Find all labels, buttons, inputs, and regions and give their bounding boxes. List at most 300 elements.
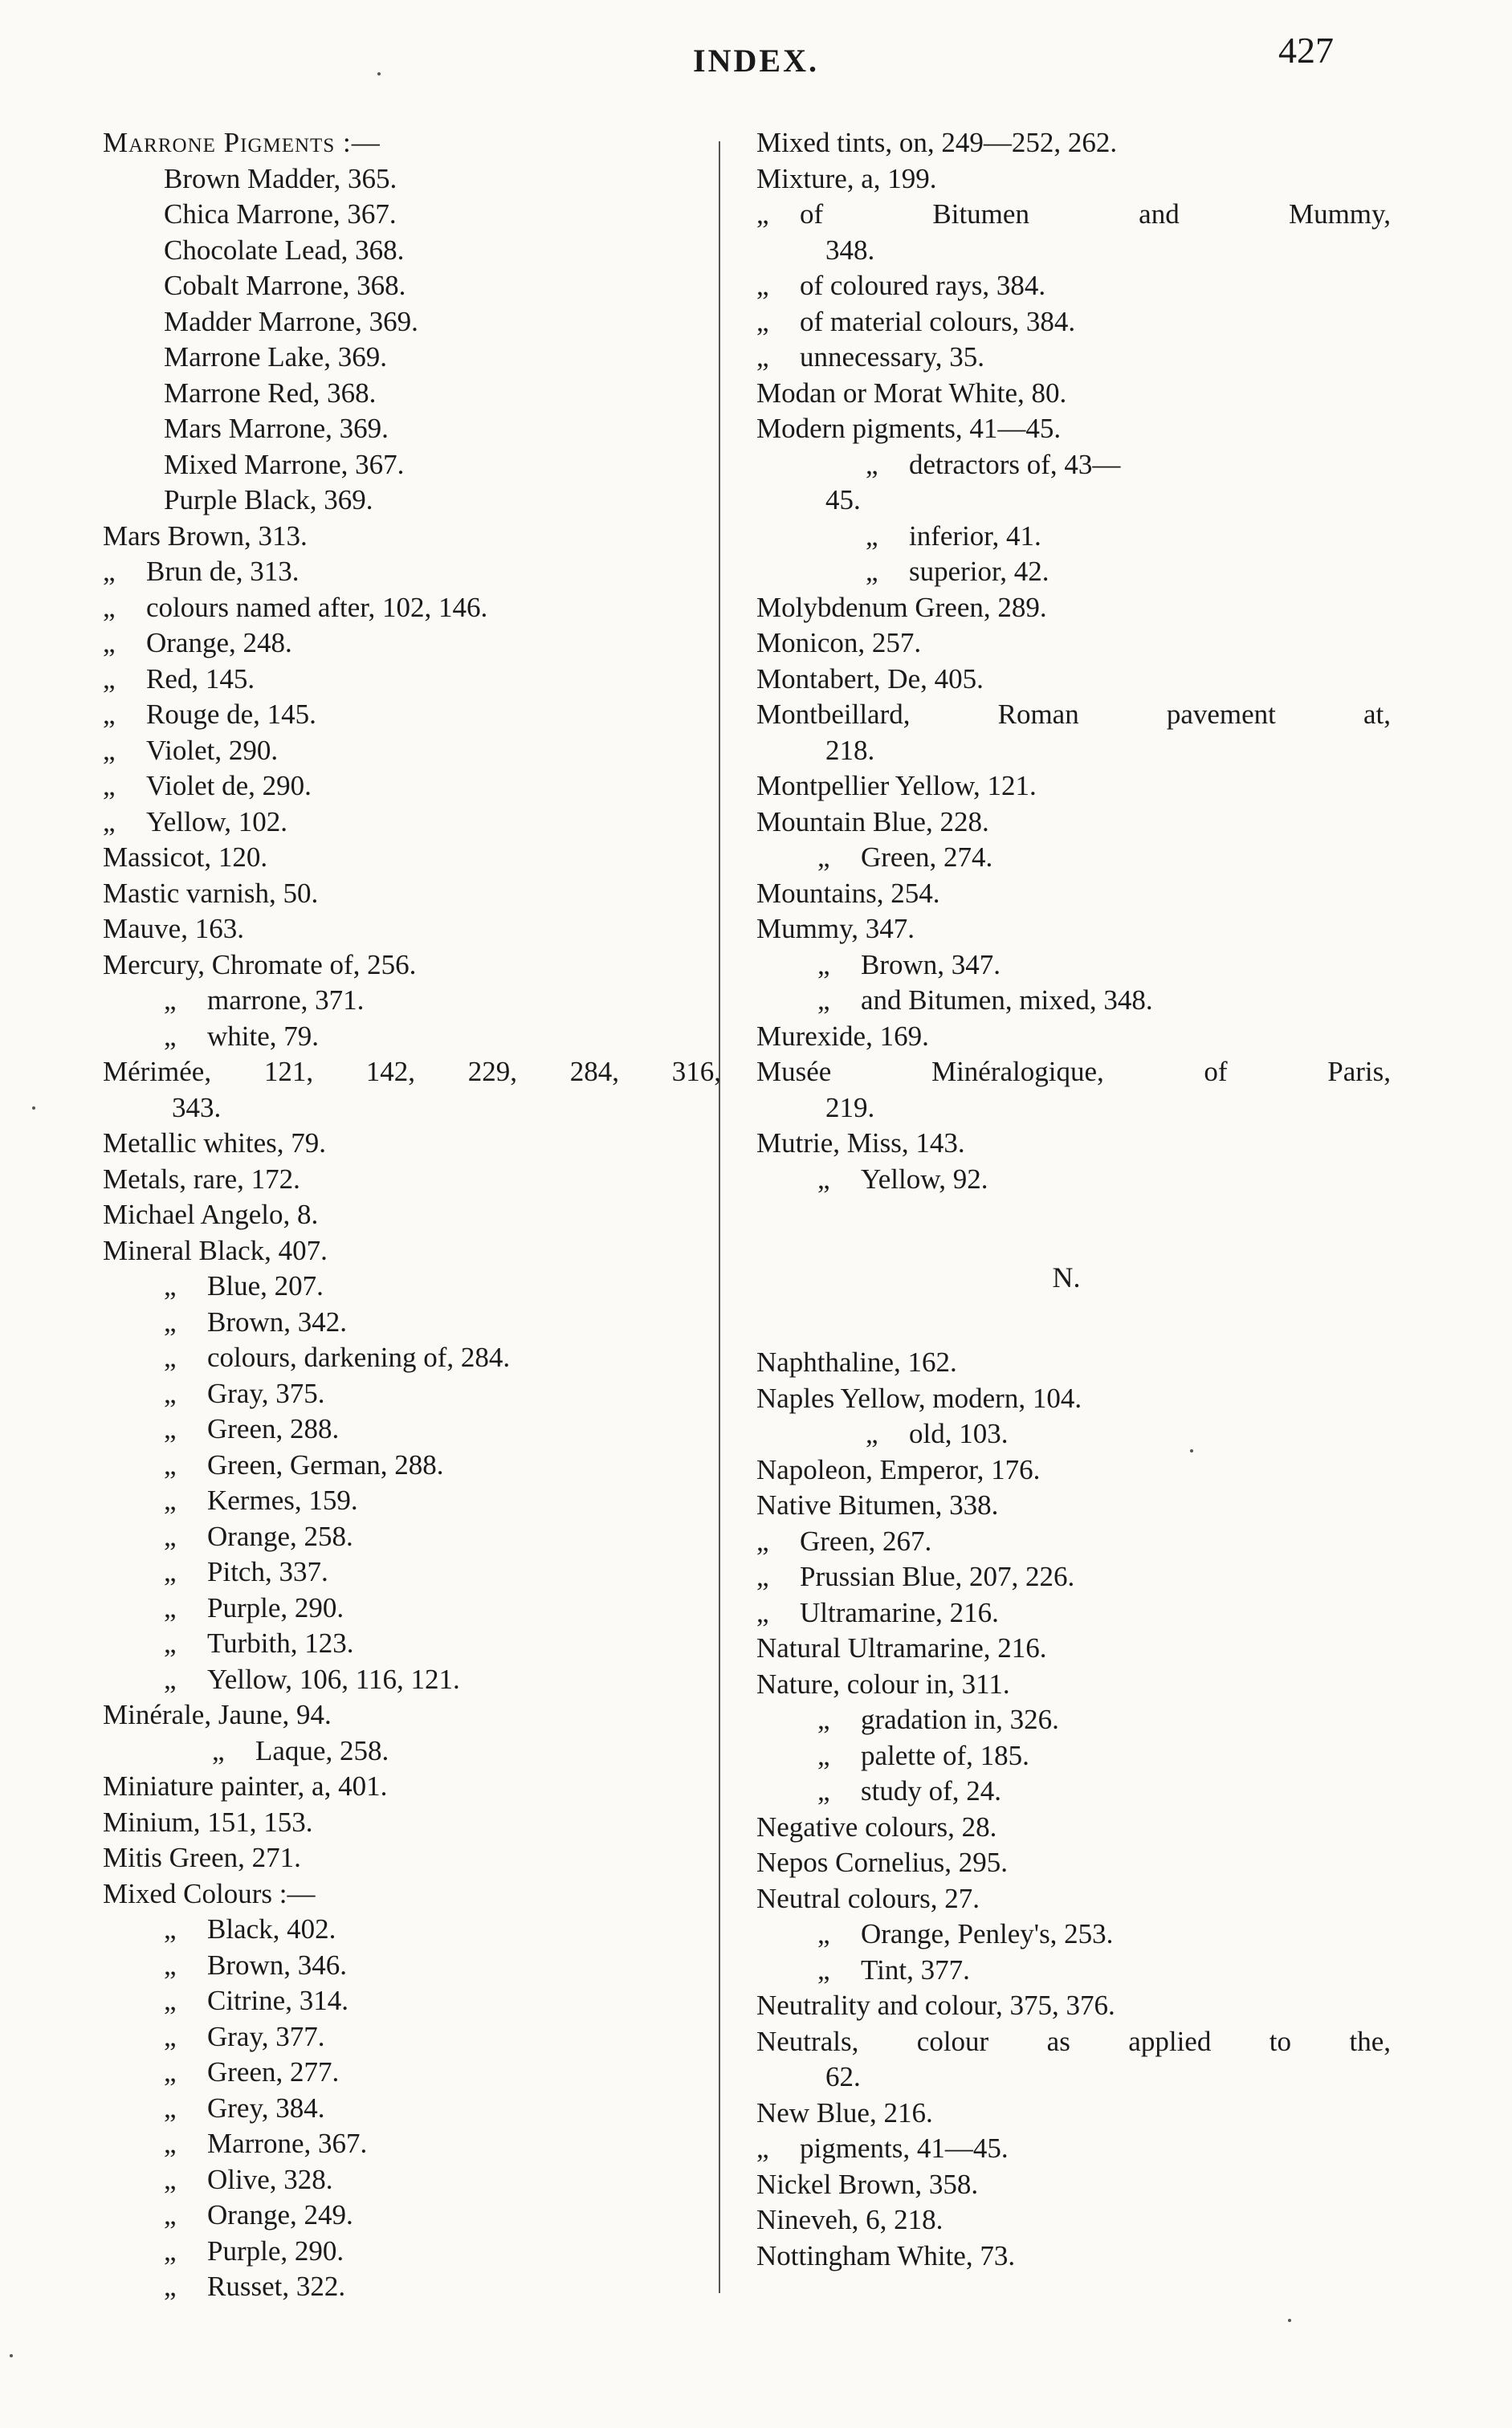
index-entry-text: Mixture, a, 199. — [756, 162, 937, 194]
index-entry-text: Napoleon, Emperor, 176. — [756, 1453, 1041, 1485]
index-entry — [92, 519, 718, 555]
index-entry-text: Nature, colour in, 311. — [756, 1668, 1010, 1700]
index-entry — [92, 2234, 718, 2270]
ditto-mark: „ — [103, 805, 116, 837]
index-entry-text: of material colours, 384. — [800, 305, 1076, 337]
index-entry-text: Neutrality and colour, 375, 376. — [756, 1990, 1115, 2021]
index-entry-text: Green, 277. — [207, 2056, 340, 2088]
index-entry — [745, 768, 1388, 805]
index-entry-text: Nickel Brown, 358. — [756, 2168, 979, 2200]
ditto-mark: „ — [817, 948, 830, 980]
index-entry-text: Kermes, 159. — [207, 1485, 358, 1516]
index-entry-text: Gray, 375. — [207, 1377, 325, 1409]
index-entry-text: Purple, 290. — [207, 1591, 344, 1623]
ditto-mark: „ — [164, 1485, 177, 1516]
index-entry-text: Naples Yellow, modern, 104. — [756, 1382, 1082, 1414]
ditto-mark: „ — [164, 1342, 177, 1373]
index-entry-text: Russet, 322. — [207, 2271, 346, 2302]
ditto-mark: „ — [164, 2056, 177, 2088]
index-entry — [92, 411, 718, 447]
index-entry — [92, 1054, 721, 1090]
index-entry-text: Green, 288. — [207, 1413, 340, 1444]
scan-speck — [377, 72, 381, 75]
index-entry-text: Naphthaline, 162. — [756, 1346, 957, 1378]
ditto-mark: „ — [756, 1525, 769, 1557]
index-entry-text: Yellow, 106, 116, 121. — [207, 1663, 460, 1695]
index-entry — [745, 625, 1388, 662]
index-entry-text: Chica Marrone, 367. — [164, 198, 397, 230]
ditto-mark: „ — [756, 2133, 769, 2164]
index-entry — [745, 447, 1388, 483]
index-entry — [92, 1948, 718, 1984]
index-entry — [745, 2024, 1391, 2060]
index-entry-text: Brown Madder, 365. — [164, 162, 397, 194]
index-entry-text: Pitch, 337. — [207, 1556, 328, 1587]
index-entry-text: Mauve, 163. — [103, 913, 244, 944]
index-entry-text: Green, 267. — [800, 1525, 932, 1557]
index-entry-text: Neutral colours, 27. — [756, 1882, 980, 1914]
index-entry — [92, 2269, 718, 2305]
index-entry-text: Molybdenum Green, 289. — [756, 591, 1047, 623]
index-entry — [92, 697, 718, 733]
index-entry — [92, 554, 718, 590]
index-entry — [92, 1662, 718, 1698]
ditto-mark: „ — [866, 556, 878, 587]
ditto-mark: „ — [164, 1377, 177, 1409]
index-entry — [745, 1774, 1388, 1810]
index-entry — [92, 1197, 718, 1233]
index-entry-text: 45. — [825, 484, 861, 515]
index-entry — [92, 625, 718, 662]
index-entry — [745, 125, 1388, 161]
index-entry — [745, 662, 1388, 698]
index-entry-text: Nineveh, 6, 218. — [756, 2204, 943, 2235]
ditto-mark: „ — [756, 1561, 769, 1592]
index-entry — [745, 2202, 1388, 2239]
index-entry — [92, 197, 718, 233]
index-entry — [745, 1416, 1388, 1452]
index-entry — [92, 483, 718, 519]
index-column-right — [745, 125, 1391, 2274]
index-entry-text: Miniature painter, a, 401. — [103, 1770, 388, 1802]
index-entry-text: Minérale, Jaune, 94. — [103, 1699, 332, 1730]
index-entry-text: Mutrie, Miss, 143. — [756, 1127, 965, 1159]
index-entry-text: Marrone Pigments :— — [103, 127, 381, 158]
index-entry — [92, 1805, 718, 1841]
index-entry-text: Mixed tints, on, 249—252, 262. — [756, 127, 1118, 158]
index-entry-text: superior, 42. — [909, 556, 1049, 587]
index-entry — [745, 1126, 1388, 1162]
index-entry-text: Orange, 258. — [207, 1520, 353, 1552]
index-entry — [92, 125, 718, 161]
index-entry — [92, 1840, 718, 1876]
index-entry-text: Chocolate Lead, 368. — [164, 234, 405, 266]
index-entry — [745, 840, 1388, 876]
ditto-mark: „ — [164, 1270, 177, 1302]
ditto-mark: „ — [164, 2020, 177, 2052]
index-entry — [92, 2126, 718, 2162]
ditto-mark: „ — [103, 662, 116, 695]
index-entry — [92, 340, 718, 376]
page-title: INDEX. — [693, 43, 819, 79]
index-entry — [745, 1381, 1388, 1417]
index-entry-text: Black, 402. — [207, 1913, 336, 1945]
scan-speck — [32, 1106, 35, 1110]
index-entry-text: Prussian Blue, 207, 226. — [800, 1561, 1075, 1592]
index-entry — [745, 2239, 1388, 2275]
index-entry-text: Natural Ultramarine, 216. — [756, 1632, 1047, 1664]
index-entry-text: inferior, 41. — [909, 519, 1041, 552]
index-column-left — [92, 125, 721, 2305]
index-entry — [745, 1345, 1388, 1381]
ditto-mark: „ — [756, 341, 769, 373]
index-entry-text: Mixed Colours :— — [103, 1877, 316, 1909]
index-entry — [92, 1340, 718, 1376]
index-entry-text: New Blue, 216. — [756, 2096, 933, 2129]
index-entry-text: Orange, 249. — [207, 2199, 353, 2230]
index-entry — [92, 1912, 718, 1948]
index-entry-text: Mars Marrone, 369. — [164, 413, 389, 444]
index-entry — [92, 1733, 718, 1770]
index-entry — [92, 947, 718, 984]
ditto-mark: „ — [103, 734, 116, 766]
index-entry-text: Marrone Red, 368. — [164, 377, 377, 409]
scan-speck — [10, 2354, 13, 2357]
index-entry — [92, 447, 718, 483]
index-entry — [745, 340, 1388, 376]
index-entry-text: Violet, 290. — [146, 734, 279, 766]
index-entry-text: Tint, 377. — [861, 1953, 970, 1986]
index-entry-text: Orange, Penley's, 253. — [861, 1918, 1114, 1949]
index-entry-text: 218. — [825, 734, 875, 766]
index-section-n — [745, 1345, 1391, 2274]
index-entry-text: and Bitumen, mixed, 348. — [861, 984, 1153, 1016]
index-entry — [92, 376, 718, 412]
index-entry-text: Mountain Blue, 228. — [756, 805, 989, 837]
index-entry — [745, 1702, 1388, 1738]
index-entry — [92, 1448, 718, 1484]
index-entry-text: Green, German, 288. — [207, 1448, 444, 1481]
index-entry — [92, 2198, 718, 2234]
index-entry-text: Massicot, 120. — [103, 841, 268, 873]
index-entry-text: Laque, 258. — [255, 1734, 389, 1766]
ditto-mark: „ — [164, 1306, 177, 1338]
ditto-mark: „ — [817, 984, 830, 1016]
index-entry — [745, 1810, 1388, 1846]
index-entry — [92, 2055, 718, 2091]
index-entry — [745, 1452, 1388, 1489]
ditto-mark: „ — [817, 1953, 830, 1986]
index-entry-text: Blue, 207. — [207, 1270, 324, 1302]
index-entry-text: Madder Marrone, 369. — [164, 305, 418, 337]
index-entry-continuation — [745, 2059, 1388, 2096]
index-entry — [92, 662, 718, 698]
ditto-mark: „ — [164, 2163, 177, 2195]
index-entry — [92, 590, 718, 626]
index-entry-text: Yellow, 92. — [861, 1163, 988, 1195]
index-entry-text: Michael Angelo, 8. — [103, 1199, 319, 1230]
index-entry — [745, 268, 1388, 304]
index-entry — [92, 2162, 718, 2198]
index-entry-text: Mastic varnish, 50. — [103, 877, 319, 909]
index-entry — [745, 1953, 1388, 1989]
index-entry — [92, 1626, 718, 1662]
index-entry-text: Mercury, Chromate of, 256. — [103, 948, 417, 980]
index-entry — [92, 876, 718, 912]
page-number: 427 — [1278, 30, 1334, 71]
index-entry-text: Violet de, 290. — [146, 770, 312, 801]
index-entry — [745, 911, 1388, 947]
index-entry — [92, 1483, 718, 1519]
index-entry — [745, 1917, 1388, 1953]
index-entry — [92, 911, 718, 947]
index-entry — [92, 161, 718, 198]
index-entry — [92, 1591, 718, 1627]
index-entry-text: Metals, rare, 172. — [103, 1163, 300, 1195]
index-entry-text: white, 79. — [207, 1020, 320, 1052]
index-entry-text: Montabert, De, 405. — [756, 662, 984, 695]
index-entry — [745, 1524, 1388, 1560]
index-entry — [745, 376, 1388, 412]
index-entry — [745, 2131, 1388, 2167]
ditto-mark: „ — [164, 1627, 177, 1659]
index-entry — [745, 1881, 1388, 1917]
index-entry-text: colours named after, 102, 146. — [146, 591, 488, 623]
index-entry — [745, 805, 1388, 841]
index-entry — [92, 840, 718, 876]
index-entry-text: Gray, 377. — [207, 2020, 325, 2052]
index-entry-text: 219. — [825, 1091, 875, 1123]
index-entry — [745, 1667, 1388, 1703]
index-entry-continuation — [745, 733, 1388, 769]
index-entry — [745, 876, 1388, 912]
index-entry — [745, 2167, 1388, 2203]
column-divider — [719, 141, 720, 2293]
index-entry — [745, 554, 1388, 590]
index-entry-text: Mountains, 254. — [756, 877, 940, 909]
index-entry-text: Nepos Cornelius, 295. — [756, 1847, 1009, 1878]
index-entry — [745, 1559, 1388, 1595]
index-entry — [92, 2091, 718, 2127]
ditto-mark: „ — [164, 2199, 177, 2230]
ditto-mark: „ — [164, 1949, 177, 1981]
index-entry — [92, 1233, 718, 1269]
index-entry-text: Musée Minéralogique, of Paris, — [756, 1056, 1391, 1087]
index-entry-text: Negative colours, 28. — [756, 1811, 997, 1843]
index-entry-text: Purple, 290. — [207, 2234, 344, 2267]
index-entry-text: Grey, 384. — [207, 2092, 325, 2124]
index-entry — [92, 768, 718, 805]
index-entry — [745, 590, 1388, 626]
index-entry — [745, 2096, 1388, 2132]
index-entry — [92, 733, 718, 769]
index-entry-text: colours, darkening of, 284. — [207, 1342, 511, 1373]
ditto-mark: „ — [164, 1448, 177, 1481]
index-entry — [92, 1126, 718, 1162]
index-entry-text: 343. — [172, 1091, 222, 1123]
index-entry-text: Minium, 151, 153. — [103, 1806, 313, 1838]
index-entry-text: Nottingham White, 73. — [756, 2239, 1016, 2271]
index-entry-text: of coloured rays, 384. — [800, 270, 1046, 301]
index-entry-text: Mummy, 347. — [756, 913, 915, 944]
index-entry — [745, 161, 1388, 198]
index-entry-text: detractors of, 43— — [909, 448, 1121, 480]
ditto-mark: „ — [164, 1020, 177, 1052]
index-entry — [92, 1019, 718, 1055]
index-entry-text: 348. — [825, 234, 875, 266]
index-entry-text: Mitis Green, 271. — [103, 1842, 301, 1873]
ditto-mark: „ — [164, 1663, 177, 1695]
index-entry — [745, 1738, 1388, 1774]
index-entry-text: Mars Brown, 313. — [103, 519, 308, 552]
index-entry-text: Cobalt Marrone, 368. — [164, 270, 406, 301]
index-entry — [92, 1376, 718, 1412]
index-entry — [92, 1554, 718, 1591]
index-entry-text: Olive, 328. — [207, 2163, 333, 2195]
index-entry-continuation — [745, 1090, 1388, 1126]
index-entry-continuation — [745, 233, 1388, 269]
index-entry-text: Neutrals, colour as applied to the, — [756, 2025, 1391, 2057]
ditto-mark: „ — [103, 627, 116, 658]
index-entry-text: Turbith, 123. — [207, 1627, 354, 1659]
scan-speck — [1288, 2319, 1291, 2322]
index-entry — [745, 1595, 1388, 1632]
index-entry — [745, 1054, 1391, 1090]
index-entry-text: pigments, 41—45. — [800, 2133, 1009, 2164]
index-entry — [745, 947, 1388, 984]
index-entry-text: Modan or Morat White, 80. — [756, 377, 1067, 409]
section-heading-n: N. — [1052, 1261, 1081, 1293]
index-entry-text: of Bitumen and Mummy, — [800, 198, 1391, 230]
ditto-mark: „ — [756, 1596, 769, 1628]
ditto-mark: „ — [164, 2271, 177, 2302]
ditto-mark: „ — [164, 1413, 177, 1444]
ditto-mark: „ — [756, 198, 769, 230]
index-entry-text: Citrine, 314. — [207, 1985, 348, 2016]
index-entry-text: Green, 274. — [861, 841, 993, 873]
ditto-mark: „ — [817, 1704, 830, 1735]
index-entry — [92, 233, 718, 269]
index-entry-text: Metallic whites, 79. — [103, 1127, 327, 1159]
index-entry-text: Montbeillard, Roman pavement at, — [756, 699, 1391, 730]
ditto-mark: „ — [164, 1985, 177, 2016]
scan-speck — [1190, 1449, 1193, 1452]
index-entry — [745, 411, 1388, 447]
index-entry-text: Ultramarine, 216. — [800, 1596, 999, 1628]
ditto-mark: „ — [817, 841, 830, 873]
index-entry — [92, 2019, 718, 2055]
index-entry — [745, 519, 1388, 555]
index-entry — [745, 1845, 1388, 1881]
index-entry-text: Red, 145. — [146, 662, 255, 695]
ditto-mark: „ — [866, 1418, 878, 1449]
index-entry-text: Mineral Black, 407. — [103, 1234, 328, 1266]
ditto-mark: „ — [164, 1913, 177, 1945]
ditto-mark: „ — [866, 519, 878, 552]
index-entry-text: study of, 24. — [861, 1775, 1001, 1807]
index-entry — [92, 1305, 718, 1341]
index-entry-text: old, 103. — [909, 1418, 1009, 1449]
index-entry-text: Brun de, 313. — [146, 556, 300, 587]
index-entry-text: Modern pigments, 41—45. — [756, 413, 1062, 444]
index-entry — [92, 304, 718, 340]
index-entry — [92, 1269, 718, 1305]
ditto-mark: „ — [756, 305, 769, 337]
ditto-mark: „ — [103, 770, 116, 801]
index-entry — [745, 1162, 1388, 1198]
index-entry-text: Brown, 342. — [207, 1306, 348, 1338]
index-entry — [92, 1519, 718, 1555]
index-entry — [745, 1988, 1388, 2024]
index-entry — [92, 1769, 718, 1805]
ditto-mark: „ — [164, 984, 177, 1016]
ditto-mark: „ — [103, 699, 116, 730]
index-entry-text: Montpellier Yellow, 121. — [756, 770, 1037, 801]
index-entry-text: Yellow, 102. — [146, 805, 288, 837]
ditto-mark: „ — [817, 1739, 830, 1771]
ditto-mark: „ — [103, 591, 116, 623]
index-entry-text: Mérimée, 121, 142, 229, 284, 316, — [103, 1056, 721, 1087]
index-entry-continuation — [92, 1090, 718, 1126]
index-entry — [745, 1019, 1388, 1055]
index-entry — [92, 268, 718, 304]
ditto-mark: „ — [164, 2234, 177, 2267]
index-entry-text: gradation in, 326. — [861, 1704, 1059, 1735]
index-entry-text: marrone, 371. — [207, 984, 365, 1016]
ditto-mark: „ — [164, 2128, 177, 2159]
index-entry — [92, 1697, 718, 1733]
index-entry — [745, 697, 1391, 733]
index-entry — [92, 1162, 718, 1198]
ditto-mark: „ — [756, 270, 769, 301]
index-entry-text: Marrone Lake, 369. — [164, 341, 387, 373]
index-entry-text: Brown, 346. — [207, 1949, 348, 1981]
ditto-mark: „ — [103, 556, 116, 587]
index-entry — [92, 805, 718, 841]
index-entry-text: Rouge de, 145. — [146, 699, 316, 730]
index-entry-text: Purple Black, 369. — [164, 484, 373, 515]
index-entry — [92, 983, 718, 1019]
index-entry-text: Brown, 347. — [861, 948, 1001, 980]
index-entry — [745, 1631, 1388, 1667]
index-entry-continuation — [745, 483, 1388, 519]
ditto-mark: „ — [817, 1775, 830, 1807]
index-entry-text: palette of, 185. — [861, 1739, 1029, 1771]
index-entry-text: 62. — [825, 2061, 861, 2092]
index-entry-text: Murexide, 169. — [756, 1020, 929, 1052]
index-entry — [92, 1876, 718, 1913]
index-entry-text: Marrone, 367. — [207, 2128, 368, 2159]
ditto-mark: „ — [866, 448, 878, 480]
ditto-mark: „ — [817, 1163, 830, 1195]
index-entry — [745, 304, 1388, 340]
index-entry — [92, 1412, 718, 1448]
ditto-mark: „ — [164, 1556, 177, 1587]
ditto-mark: „ — [164, 2092, 177, 2124]
index-entry-text: unnecessary, 35. — [800, 341, 985, 373]
index-entry — [745, 1488, 1388, 1524]
index-entry-text: Monicon, 257. — [756, 627, 922, 658]
index-entry-text: Orange, 248. — [146, 627, 292, 658]
index-entry — [745, 197, 1391, 233]
index-section-m-continued — [745, 125, 1391, 1197]
index-entry-text: Native Bitumen, 338. — [756, 1489, 999, 1521]
index-entry-text: Mixed Marrone, 367. — [164, 448, 405, 480]
index-entry — [745, 983, 1388, 1019]
index-entry — [92, 1983, 718, 2019]
ditto-mark: „ — [817, 1918, 830, 1949]
ditto-mark: „ — [164, 1520, 177, 1552]
